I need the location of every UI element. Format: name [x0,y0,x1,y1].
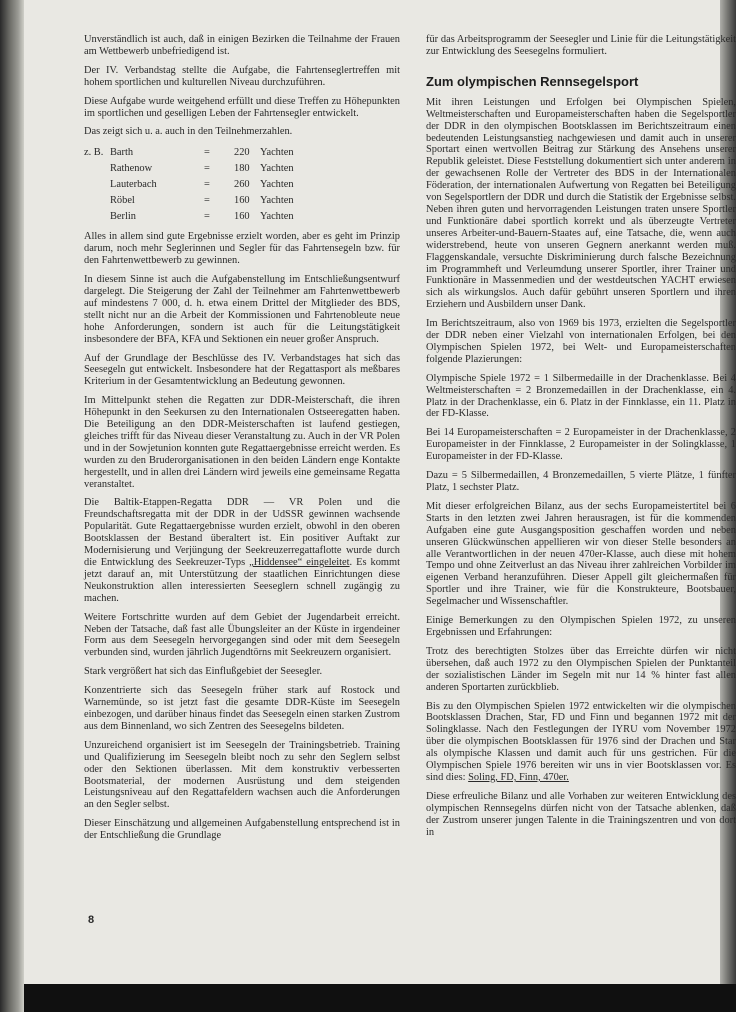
text-run: Bis zu den Olympischen Spielen 1972 entwickelten wir die olympischen Bootsklassen Drachen, Star, FD und Finn und begannen 1972 mit der Solingklasse. Nach den Festlegungen der IYRU vom November 1972 über die olympischen Bootsklassen für 1976 sind der Drachen und Star als olympische Klassen und damit auch für uns gestrichen. Für die Olympischen Spiele 1976 bereiten wir uns in vier Bootsklassen vor. Es sind dies: [426,700,736,783]
table-cell: Röbel [110,195,135,207]
table-cell [84,209,110,225]
table-cell: 160 [234,195,250,207]
text-run: Die Baltik-Etappen-Regatta DDR — VR Polen und die Freundschaftsregatta mit der DDR in der UdSSR gewinnen wachsende Popularität. Gute Regattaergebnisse wurden erzielt, obwohl in den oberen Bootsklassen der Bestand überaltert ist. Ein positiver Auftakt zur Modernisierung und Verjüngung der Seekreuzerregattaflotte wurde durch die Entwicklung des Seekreuzer-Typs [84,497,400,568]
table-cell: 180 [234,163,250,175]
right-column [426,34,736,845]
table-cell: z. B. [84,147,104,159]
table-cell: 160 [234,211,250,223]
table-cell: Berlin [110,211,136,223]
paragraph: Trotz des berechtigten Stolzes über das Erreichte dürfen wir nicht übersehen, daß auch 1972 zu den Olympischen Spielen der Punktanteil der sozialistischen Länder im Segeln mit nur 14 % hinter fast allen anderen Sportarten zurückblieb. [426,645,736,693]
scan-border [24,984,736,1012]
text-run: . Es kommt jetzt darauf an, mit Unterstützung der staatlichen Einrichtungen diese Neukonstruktion allen interessierten Seeseglern schnell zugängig zu machen. [84,557,400,604]
table-row [84,209,294,225]
paragraph [84,497,400,604]
table-row [84,145,294,161]
page-number: 8 [88,914,95,926]
paragraph [426,701,736,784]
underlined-text: Soling, FD, Finn, 470er. [468,771,569,783]
paragraph: Das zeigt sich u. a. auch in den Teilnehmerzahlen. [84,126,293,138]
paragraph: Im Mittelpunkt stehen die Regatten zur DDR-Meisterschaft, die ihren Höhepunkt in den Seekursen zu den Internationalen Ostseeregatten haben. Die Beteiligung an den DDR-Meisterschaften ist laufend gestiegen, gleiches trifft für das Niveau dieser Veranstaltung zu. Auch in der VR Polen und in der Sowjetunion konnten gute Regattaergebnisse erreicht werden. Es wurden zu den Bruderorganisationen in den beiden Ländern enge Kontakte hergestellt, und in allen drei Ländern wird jeweils eine gemeinsame Regatta veranstaltet. [84,395,400,490]
paragraph: Olympische Spiele 1972 = 1 Silbermedaille in der Drachenklasse. Bei 4 Weltmeisterschaften = 2 Bronzemedaillen in der Drachenklasse, ein 4. Platz in der Drachenklasse, ein 6. Platz in der Finnklasse, ein 11. Platz in der FD-Klasse. [426,372,736,420]
table-row [84,177,294,193]
underlined-text: „Hiddensee“ eingeleitet [249,557,350,568]
paragraph: Dazu = 5 Silbermedaillen, 4 Bronzemedaillen, 5 vierte Plätze, 1 fünfter Platz, 1 sechster Platz. [426,470,736,493]
table-cell: Yachten [260,147,294,159]
paragraph: Mit ihren Leistungen und Erfolgen bei Olympischen Spielen, Weltmeisterschaften und Europameisterschaften haben die Segelsportler der DDR in den olympischen Bootsklassen im Berichtszeitraum einen bedeutenden Leistungsanstieg nachgewiesen und damit auch in unserer Sportart einen wertvollen Beitrag zur Stärkung des Ansehens unserer Republik geleistet. Diese Feststellung dokumentiert sich unter anderem in der gewachsenen Rolle der Vertreter des BDS in der Internationalen Föderation, der internationalen Aufwertung von Regatten bei Beteiligung von Segelsportlern der DDR und durch die Statistik der Ergebnisse selbst. Neben ihren guten und hervorragenden Leistungen traten unsere Sportler und Funktionäre dabei sportlich korrekt und als überzeugte Vertreter unseres Arbeiter-und-Bauern-Staates auf, eine Tatsache, die, wenn auch widerstrebend, heute von unseren Gegnern anerkannt werden muß. Flaggenskandale, versuchte Diskriminierung durch falsche Bezeichnung im Programmheft und Verleumdung unserer Sportler, ihrer Trainer und Funktionäre in Massenmedien und der westdeutschen YACHT erwiesen sich als wirkungslos. Auch dafür gebührt unseren Sportlern und ihren Erziehern und Ausbildern unser Dank. [426,96,736,311]
paragraph: Auf der Grundlage der Beschlüsse des IV. Verbandstages hat sich das Seesegeln gut entwickelt. Insbesondere hat der Regattasport als meßbares Kriterium in der Gesamtentwicklung an Bedeutung gewonnen. [84,352,400,388]
table-cell: Rathenow [110,163,153,175]
paragraph: Stark vergrößert hat sich das Einflußgebiet der Seesegler. [84,666,323,678]
paragraph: Alles in allem sind gute Ergebnisse erzielt worden, aber es geht im Prinzip darum, noch mehr Seglerinnen und Segler für das Fahrtensegeln bzw. für den Fahrtenwettbewerb zu gewinnen. [84,231,400,267]
paragraph: Mit dieser erfolgreichen Bilanz, aus der sechs Europameistertitel bei 6 Starts in den letzten zwei Jahren herausragen, ist für die kommenden Aufgaben eine gute Ausgangsposition geschaffen worden und neben unseren Glückwünschen appellieren wir von dieser Stelle besonders an alle Verantwortlichen in der neuen 470er-Klasse, auch diese mit hohem Tempo und ohne Zeitverlust an das Niveau ihrer zahlreichen Vorbilder im eigenen Verband heranzuführen. Dieser Appell gilt gleichermaßen für Sportler und ihre Trainer, wie für die Konstrukteure, Bootsbauer, Segelmacher und Wissenschaftler. [426,500,736,608]
table-cell: Lauterbach [110,179,157,191]
table-cell [84,177,110,193]
table-cell [84,161,110,177]
paragraph: Weitere Fortschritte wurden auf dem Gebiet der Jugendarbeit erreicht. Neben der Tatsache, daß fast alle Übungsleiter an der Küste in irgendeiner Form aus dem Seesegeln hervorgegangen sind oder mit dem Seesegeln verbunden sind, wurden jährlich Jugendtörns mit Seekreuzern organisiert. [84,611,400,659]
table-cell: Yachten [260,195,294,207]
table-row [84,161,294,177]
paragraph: Bei 14 Europameisterschaften = 2 Europameister in der Drachenklasse, 2 Europameister in der Finnklasse, 2 Europameister in der Solingklasse, 1 Europameister in der FD-Klasse. [426,427,736,463]
table-cell: Yachten [260,211,294,223]
table-cell: Barth [110,147,134,159]
table-cell: = [204,147,210,159]
document-page [24,0,736,984]
paragraph: Konzentrierte sich das Seesegeln früher stark auf Rostock und Warnemünde, so ist jetzt fast die gesamte DDR-Küste im Seesegeln einbezogen, und darüber hinaus findet das Seesegeln einen starken Zustrom aus dem Binnenland, wo sich Zentren des Seesegelns bildeten. [84,685,400,732]
table-cell [84,193,110,209]
paragraph: Unverständlich ist auch, daß in einigen Bezirken die Teilnahme der Frauen am Wettbewerb unbefriedigend ist. [84,34,400,57]
paragraph: für das Arbeitsprogramm der Seesegler und Linie für die Leitungstätigkeit zur Entwicklung des Seesegelns formuliert. [426,34,736,57]
table-cell: 220 [234,147,250,159]
paragraph: Diese erfreuliche Bilanz und alle Vorhaben zur weiteren Entwicklung des olympischen Rennsegelns dürfen nicht von der Tatsache ablenken, daß der Zustrom unserer jungen Talente in die Trainingszentren und von dort in [426,790,736,838]
table-row [84,193,294,209]
paragraph: Unzureichend organisiert ist im Seesegeln der Trainingsbetrieb. Training und Qualifizierung im Seesegeln bleibt noch zu sehr den Seglern selbst oder den Sektionen überlassen. Mit dem konstruktiv verbesserten Bootsmaterial, der modernen Ausrüstung und dem steigenden Leistungsniveau auf den Regattafeldern wachsen auch die Anforderungen an den Segler selbst. [84,739,400,811]
table-cell: Yachten [260,163,294,175]
paragraph: In diesem Sinne ist auch die Aufgabenstellung im Entschließungsentwurf dargelegt. Die Steigerung der Zahl der Teilnehmer am Fahrtenwettbewerb auf mindestens 7 000, d. h. etwa einem Drittel der Mitglieder des BDS, stellt nicht nur an die Arbeit der Kommissionen und Fahrtenobleute neue hohe Anforderungen, sondern ist auch für die Leitungstätigkeit insbesondere der BFA, KFA und Sektionen ein neuer großer Anspruch. [84,274,400,345]
table-cell: = [204,179,210,191]
paragraph: Einige Bemerkungen zu den Olympischen Spielen 1972, zu unseren Ergebnissen und Erfahrungen: [426,615,736,638]
table-cell: 260 [234,179,250,191]
paragraph: Im Berichtszeitraum, also von 1969 bis 1973, erzielten die Segelsportler der DDR neben einer Vielzahl von internationalen Erfolgen, bei den Olympischen Spielen 1972, bei Welt- und Europameisterschaften folgende Plazierungen: [426,318,736,365]
left-column [84,34,400,849]
table-cell: = [204,163,210,175]
table-cell: = [204,211,210,223]
paragraph: Diese Aufgabe wurde weitgehend erfüllt und diese Treffen zu Höhepunkten im sportlichen und geselligen Leben der Fahrtensegler entwickelt. [84,95,400,119]
participant-table [84,145,294,225]
paragraph: Dieser Einschätzung und allgemeinen Aufgabenstellung entsprechend ist in der Entschließung die Grundlage [84,818,400,842]
table-cell: Yachten [260,179,294,191]
section-heading: Zum olympischen Rennsegelsport [426,73,639,89]
book-spine [0,0,24,1012]
table-cell: = [204,195,210,207]
paragraph: Der IV. Verbandstag stellte die Aufgabe, die Fahrtenseglertreffen mit hohem sportlichen und kulturellen Niveau durchzuführen. [84,64,400,88]
